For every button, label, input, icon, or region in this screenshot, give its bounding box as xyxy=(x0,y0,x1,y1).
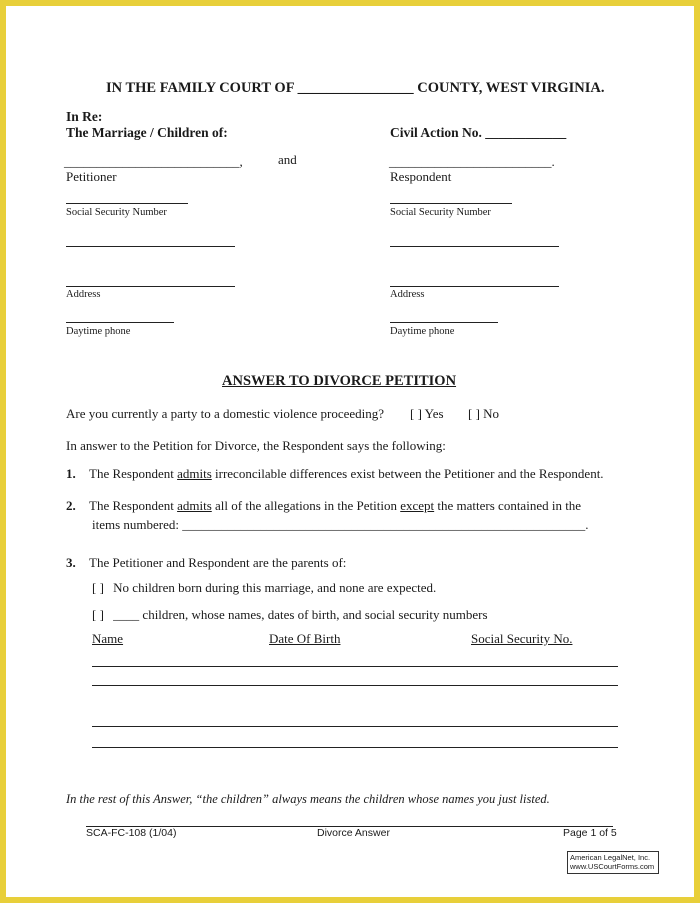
civil-action-label: Civil Action No. ____________ xyxy=(390,125,567,140)
item-1: 1. The Respondent admits irreconcilable differences exist between the Petitioner and the Respondent. xyxy=(66,466,604,481)
child-row-line-3[interactable] xyxy=(92,726,618,727)
item-1-number: 1. xyxy=(66,466,76,481)
respondent-ssn-line[interactable] xyxy=(390,203,512,204)
footer-title: Divorce Answer xyxy=(317,827,390,839)
respondent-label: Respondent xyxy=(390,169,452,184)
petitioner-phone-line[interactable] xyxy=(66,322,174,323)
children-option xyxy=(92,607,488,623)
petitioner-address-label: Address xyxy=(66,289,101,300)
in-re-label: In Re: xyxy=(66,109,103,124)
petitioner-ssn-label: Social Security Number xyxy=(66,207,167,218)
and-label: and xyxy=(278,152,297,167)
column-name: Name xyxy=(92,631,124,646)
dv-yes-checkbox[interactable]: [ ] Yes xyxy=(410,406,444,421)
intro-text: In answer to the Petition for Divorce, the Respondent says the following: xyxy=(66,438,446,453)
item-3: 3. The Petitioner and Respondent are the parents of: xyxy=(66,555,347,570)
dv-no-checkbox[interactable]: [ ] No xyxy=(468,406,500,421)
item-2: 2. The Respondent admits all of the allegations in the Petition except the matters contained in the xyxy=(66,498,582,513)
petitioner-phone-label: Daytime phone xyxy=(66,326,131,337)
stamp-line-2: www.USCourtForms.com xyxy=(570,862,655,871)
children-checkbox[interactable]: [ ] xyxy=(92,607,104,622)
item-2-number: 2. xyxy=(66,498,76,513)
respondent-address-line-1[interactable] xyxy=(390,246,559,247)
item-2-except: except xyxy=(400,498,435,513)
item-3-number: 3. xyxy=(66,555,76,570)
legalnet-stamp xyxy=(567,851,659,874)
respondent-address-label: Address xyxy=(390,289,425,300)
no-children-option: [ ] No children born during this marriage, and none are expected. xyxy=(92,580,437,595)
page-number: Page 1 of 5 xyxy=(563,827,617,839)
column-ssn: Social Security No. xyxy=(471,631,573,646)
children-definition-note: In the rest of this Answer, “the children” always means the children whose names you just listed. xyxy=(66,792,550,806)
form-id: SCA-FC-108 (1/04) xyxy=(86,827,177,839)
petitioner-label: Petitioner xyxy=(66,169,117,184)
no-children-checkbox[interactable]: [ ] xyxy=(92,580,104,595)
children-count-text: ____ children, whose names, dates of birth, and social security numbers xyxy=(113,607,488,622)
item-2-admits: admits xyxy=(177,498,212,513)
court-prefix: IN THE FAMILY COURT OF xyxy=(106,80,295,96)
respondent-phone-line[interactable] xyxy=(390,322,498,323)
stamp-line-1: American LegalNet, Inc. xyxy=(570,853,651,862)
marriage-label: The Marriage / Children of: xyxy=(66,125,228,140)
form-page xyxy=(6,6,694,897)
petitioner-ssn-line[interactable] xyxy=(66,203,188,204)
civil-action-blank[interactable]: ____________ xyxy=(485,125,567,140)
items-numbered-field[interactable]: items numbered: ______________________________________________________________. xyxy=(92,517,589,532)
child-row-line-4[interactable] xyxy=(92,747,618,748)
item-1-admits: admits xyxy=(177,466,212,481)
respondent-address-line-2[interactable] xyxy=(390,286,559,287)
county-blank[interactable]: ________________ xyxy=(297,80,414,96)
dv-question: Are you currently a party to a domestic violence proceeding? xyxy=(66,406,385,421)
respondent-ssn-label: Social Security Number xyxy=(390,207,491,218)
respondent-name-blank[interactable]: _________________________. xyxy=(389,154,555,169)
petitioner-address-line-1[interactable] xyxy=(66,246,235,247)
form-title: ANSWER TO DIVORCE PETITION xyxy=(222,373,457,389)
petitioner-address-line-2[interactable] xyxy=(66,286,235,287)
respondent-phone-label: Daytime phone xyxy=(390,326,455,337)
child-row-line-1[interactable] xyxy=(92,666,618,667)
court-heading xyxy=(106,80,605,97)
column-dob: Date Of Birth xyxy=(269,631,341,646)
child-row-line-2[interactable] xyxy=(92,685,618,686)
petitioner-name-blank[interactable]: ___________________________, xyxy=(64,154,243,169)
court-suffix: COUNTY, WEST VIRGINIA. xyxy=(417,80,605,96)
